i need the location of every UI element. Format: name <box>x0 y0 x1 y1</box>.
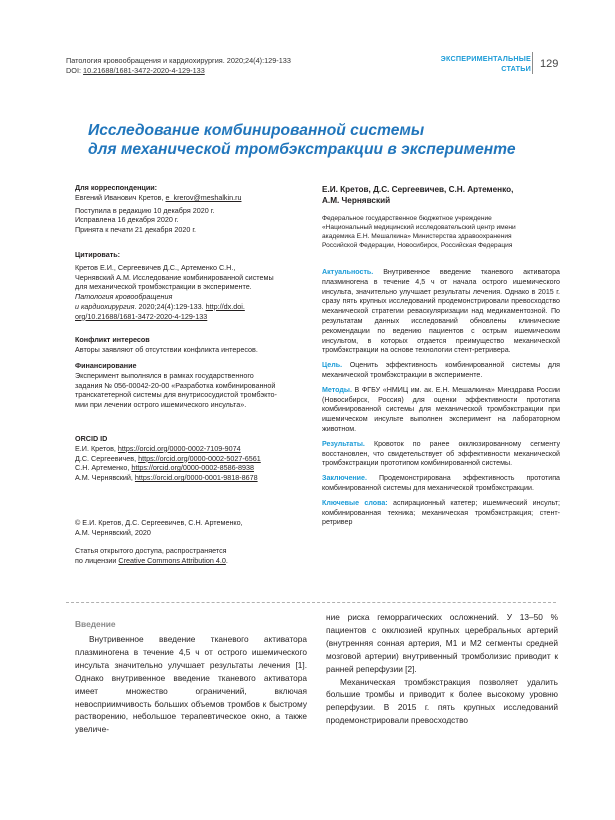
page-number: 129 <box>540 58 559 70</box>
copyright-block <box>75 518 313 538</box>
citation-line1: Кретов Е.И., Сергеевичев Д.С., Артеменко С.Н., <box>75 262 236 272</box>
copyright-line1: © Е.И. Кретов, Д.С. Сергеевичев, С.Н. Артеменко, <box>75 518 243 527</box>
affiliation-line3: академика Е.Н. Мешалкина» Министерства здравоохранения <box>322 232 512 240</box>
affiliation-line4: Российской Федерации, Новосибирск, Российская Федерация <box>322 241 513 249</box>
abstract-conclusion <box>322 474 560 494</box>
license-line2 <box>75 556 313 566</box>
relevance-label: Актуальность. <box>322 268 374 276</box>
section-label-line2: СТАТЬИ <box>501 63 531 73</box>
funding-line3: транскатетерной системы для внутрисосудистой тромбэкто- <box>75 390 277 400</box>
orcid-entry <box>75 444 313 454</box>
orcid-author-name: Д.С. Сергеевичев, <box>75 453 139 463</box>
abstract-results <box>322 440 560 469</box>
body-paragraph: Механическая тромбэкстракция позволяет удалить большие тромбы и приводит к более высокому уровню реперфузии. В 2015 г. пять крупных исследований продемонстрировали превосходство <box>326 676 558 726</box>
title-line1: Исследование комбинированной системы <box>88 122 425 139</box>
correspondence-name: Евгений Иванович Кретов, <box>75 192 164 202</box>
affiliation-line1: Федеральное государственное бюджетное учреждение <box>322 215 492 222</box>
accepted-date: Принята к печати 21 декабря 2020 г. <box>75 225 197 235</box>
correspondence-block <box>75 183 313 235</box>
citation-label: Цитировать: <box>75 250 121 259</box>
orcid-link[interactable]: https://orcid.org/0000-0001-9818-8678 <box>134 473 258 483</box>
authors-line1: Е.И. Кретов, Д.С. Сергеевичев, С.Н. Артеменко, <box>322 185 514 194</box>
license-suffix: . <box>225 555 228 565</box>
methods-text: В ФГБУ «НМИЦ им. ак. Е.Н. Мешалкина» Минздрава России (Новосибирск, Россия) для оценки эффективности прототипа комбинированной системы для механической тромбэкстракции при ишемическом инсульте выполнен эксперимент на лабораторном животном. <box>322 385 560 433</box>
orcid-entry <box>75 454 313 464</box>
funding-line1: Эксперимент выполнялся в рамках государственного <box>75 370 254 380</box>
affiliation <box>322 215 567 251</box>
received-date: Поступила в редакцию 10 декабря 2020 г. <box>75 205 215 215</box>
orcid-link[interactable]: https://orcid.org/0000-0002-8586-8938 <box>131 463 255 473</box>
orcid-author-name: С.Н. Артеменко, <box>75 463 132 473</box>
orcid-label: ORCID ID <box>75 434 108 443</box>
citation-block <box>75 250 313 322</box>
correspondence-contact <box>75 193 313 203</box>
citation-journal-line <box>75 302 313 312</box>
authors-line2: А.М. Чернявский <box>322 196 391 206</box>
conflict-block <box>75 335 313 355</box>
funding-line4: мии при лечении острого ишемического инсульта». <box>75 400 247 410</box>
orcid-entry <box>75 463 313 473</box>
copyright-line2: А.М. Чернявский, 2020 <box>75 527 151 537</box>
conflict-label: Конфликт интересов <box>75 335 150 344</box>
orcid-author-name: Е.И. Кретов, <box>75 443 118 453</box>
license-block <box>75 546 313 566</box>
abstract-keywords <box>322 499 560 528</box>
results-text: Кровоток по ранее окклюзированному сегменту восстановлен, что свидетельствует об эффективности механической тромбэкстракции прототипом комбинированной системы. <box>322 439 560 468</box>
citation-doi-2[interactable]: org/10.21688/1681-3472-2020-4-129-133 <box>75 311 208 321</box>
citation-journal-rest: . 2020;24(4):129-133. <box>134 301 206 311</box>
keywords-label: Ключевые слова: <box>322 498 388 507</box>
methods-label: Методы. <box>322 385 352 394</box>
revised-date: Исправлена 16 декабря 2020 г. <box>75 215 179 225</box>
keywords-text: аспирационный катетер; ишемический инсульт; комбинированная техника; механическая тромбэкстракция; стент-ретривер <box>322 498 560 527</box>
section-label-line1: ЭКСПЕРИМЕНТАЛЬНЫЕ <box>440 54 531 63</box>
doi-link[interactable]: 10.21688/1681-3472-2020-4-129-133 <box>83 65 205 75</box>
journal-doi <box>66 66 291 76</box>
relevance-text: Внутривенное введение тканевого активатора плазминогена в течение 4,5 ч от начала острого ишемического инсульта, значительно улучшает результаты лечения. Однако в 2015 г. сразу пять крупных исследований продемонстрировали превосходство механической стратегии реваскуляризации над медикаментозной. По результатам данных исследований обновлены клинические рекомендации по ведению пациентов с острым ишемическим инсультом, в которых отдается преимущество механической тромбэкстракции на основе технологии стент-ретривера. <box>322 268 560 355</box>
conflict-text: Авторы заявляют об отсутствии конфликта интересов. <box>75 344 258 354</box>
citation-line2: Чернявский А.М. Исследование комбинированной системы <box>75 272 274 282</box>
conclusion-text: Продемонстрирована эффективность прототипа комбинированной системы для механической тромбэкстракции. <box>322 474 560 492</box>
conclusion-label: Заключение. <box>322 474 367 483</box>
orcid-author-name: А.М. Чернявский, <box>75 473 135 483</box>
orcid-link[interactable]: https://orcid.org/0000-0002-5027-6561 <box>138 453 261 463</box>
title-line2: для механической тромбэкстракции в эксперименте <box>88 140 516 158</box>
license-prefix: по лицензии <box>75 555 119 565</box>
orcid-link[interactable]: https://orcid.org/0000-0002-7109-9074 <box>117 443 241 453</box>
authors <box>322 184 567 207</box>
aim-label: Цель. <box>322 361 343 370</box>
body-paragraph: Внутривенное введение тканевого активатора плазминогена в течение 4,5 ч от острого ишемического инсульта значительно улучшает результаты лечения [1]. Однако внутривенное введение тканевого активатора имеет множество ограничений, включая невосприимчивость больших объемов тромбов к быстрому растворению, небольшое терапевтическое окно, а также увеличе- <box>75 634 307 735</box>
orcid-block <box>75 434 313 483</box>
license-line1: Статья открытого доступа, распространяется <box>75 546 227 555</box>
citation-journal-1: Патология кровообращения <box>75 292 173 302</box>
abstract-relevance <box>322 268 560 356</box>
aim-text: Оценить эффективность комбинированной системы для механической тромбэкстракции в эксперименте. <box>322 361 560 379</box>
body-paragraph: ние риска геморрагических осложнений. У 13–50 % пациентов с окклюзией крупных церебральных артерий (внутренняя сонная артерия, М1 и М2 сегменты средней мозговой артерии) внутривенный тромболизис приводит к ранней реперфузии [2]. <box>326 612 558 674</box>
correspondence-label: Для корреспонденции: <box>75 183 158 192</box>
citation-doi-1[interactable]: http://dx.doi. <box>205 301 245 311</box>
body-left-column <box>75 633 307 736</box>
body-right-column <box>326 611 558 727</box>
funding-line2: задания № 056-00042-20-00 «Разработка комбинированной <box>75 380 276 390</box>
license-link[interactable]: Creative Commons Attribution 4.0 <box>118 555 226 565</box>
abstract-methods <box>322 386 560 435</box>
journal-header <box>66 56 291 75</box>
header-separator <box>532 52 533 74</box>
journal-citation: Патология кровообращения и кардиохирургия. 2020;24(4):129-133 <box>66 56 291 65</box>
results-label: Результаты. <box>322 439 365 448</box>
doi-label: DOI: <box>66 65 81 75</box>
intro-heading: Введение <box>75 619 116 629</box>
correspondence-email[interactable]: e_krerov@meshalkin.ru <box>165 192 242 202</box>
abstract-aim <box>322 361 560 381</box>
citation-line3: для механической тромбэкстракции в эксперименте. <box>75 282 252 292</box>
affiliation-line2: «Национальный медицинский исследовательский центр имени <box>322 223 516 231</box>
funding-block <box>75 361 313 410</box>
abstract <box>322 268 560 533</box>
section-divider <box>66 602 556 603</box>
citation-journal-2: и кардиохирургия <box>75 301 135 311</box>
orcid-entry <box>75 473 313 483</box>
article-title <box>88 122 558 159</box>
section-label <box>411 54 531 73</box>
funding-label: Финансирование <box>75 361 137 370</box>
